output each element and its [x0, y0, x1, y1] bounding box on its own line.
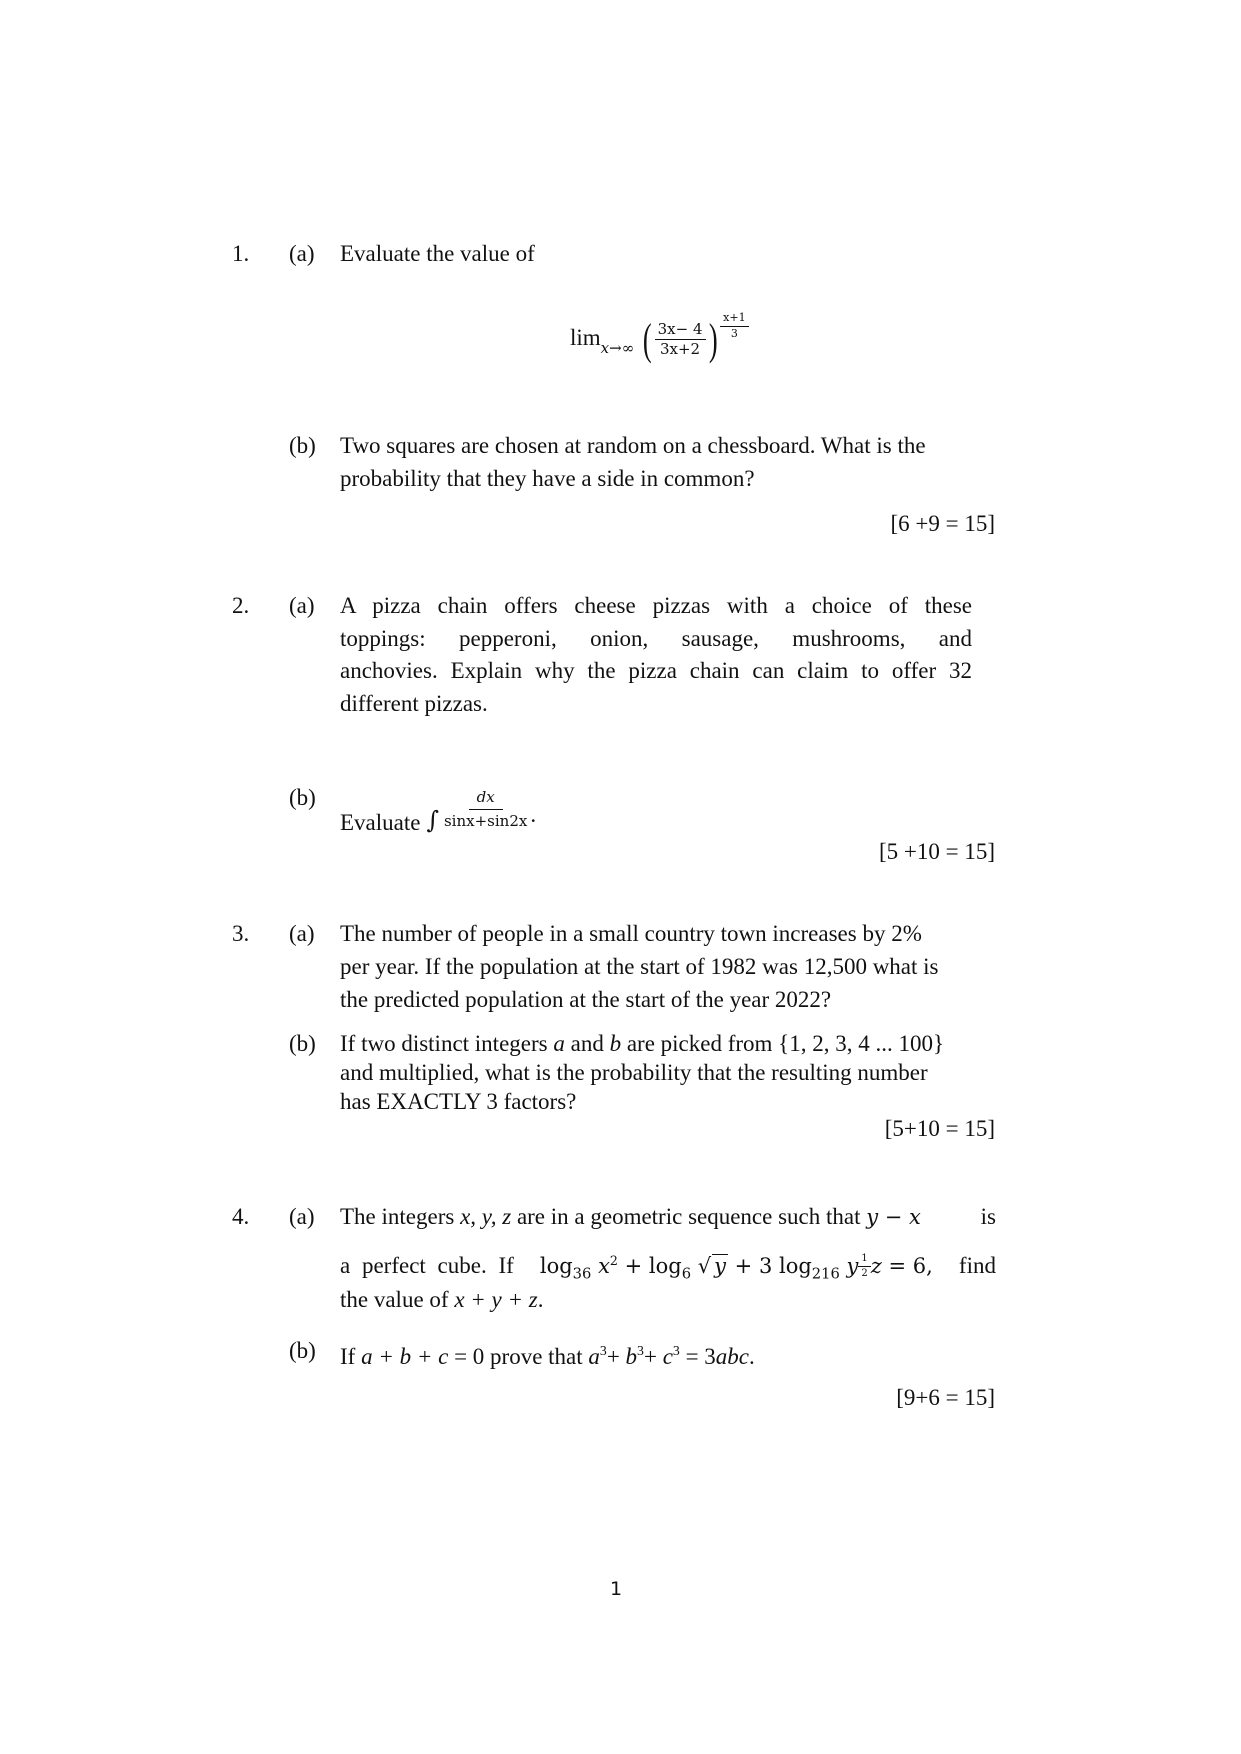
half-numerator: 1: [858, 1253, 870, 1267]
left-paren: (: [642, 314, 652, 364]
variable-a: a: [588, 1343, 600, 1369]
integral-denominator: sinx+sin2x: [443, 812, 528, 830]
question-4-marks: [9+6 = 15]: [896, 1385, 995, 1410]
exponent-denominator: 3: [730, 326, 738, 340]
expression-a-plus-b-plus-c: a + b + c: [361, 1343, 449, 1369]
log-base-6: 6: [681, 1265, 692, 1283]
question-4a-line-3: [340, 1283, 996, 1316]
question-2-marks: [5 +10 = 15]: [878, 839, 995, 864]
limit-denominator: 3x+2: [659, 340, 701, 359]
sqrt-argument: y: [714, 1254, 726, 1279]
integral-sign: ∫: [426, 806, 439, 834]
limit-formula: [570, 312, 749, 362]
variables-xyz: x, y, z: [460, 1204, 512, 1229]
question-2a-line-4: different pizzas.: [340, 691, 488, 716]
text-segment: and: [564, 1031, 610, 1056]
question-2b-content: [340, 780, 536, 839]
plus-sign: +: [643, 1343, 663, 1369]
plus-sign: +: [617, 1254, 649, 1279]
question-1-marks: [6 +9 = 15]: [890, 511, 995, 536]
exponent-numerator: x+1: [720, 312, 748, 327]
question-3b-line-2: and multiplied, what is the probability that the resulting number: [340, 1060, 928, 1085]
question-3a-line-1: The number of people in a small country town increases by 2%: [340, 921, 922, 946]
question-2a-line-2: toppings: pepperoni, onion, sausage, mushrooms, and: [340, 626, 972, 651]
text-segment: If: [340, 1343, 362, 1369]
cube-exponent: 3: [637, 1343, 644, 1358]
log-operator: log: [648, 1254, 682, 1279]
limit-exponent: [720, 312, 748, 340]
variable-a: a: [553, 1031, 565, 1056]
lim-operator: lim: [570, 325, 601, 350]
period: .: [749, 1343, 755, 1369]
question-1b-line-1: Two squares are chosen at random on a chessboard. What is the: [340, 433, 926, 458]
variable-b: b: [625, 1343, 638, 1369]
expression-y-minus-x: y − x: [866, 1205, 921, 1229]
question-3a-line-2: per year. If the population at the start of 1982 was 12,500 what is: [340, 954, 939, 979]
text-segment: a perfect cube. If: [340, 1253, 514, 1279]
text-segment: are picked from {1, 2, 3, 4 ... 100}: [621, 1031, 944, 1056]
lim-subscript: x→∞: [600, 339, 635, 357]
variable-b: b: [609, 1031, 622, 1056]
variable-x: x: [598, 1254, 610, 1279]
question-3a-label: (a): [289, 921, 315, 946]
equals-three: = 3: [679, 1343, 716, 1369]
text-segment: the value of: [340, 1287, 455, 1312]
integral-numerator: dx: [469, 789, 503, 810]
log-operator: log: [539, 1254, 573, 1279]
question-2a-line-1: A pizza chain offers cheese pizzas with a choice of these: [340, 593, 972, 618]
equals-six: = 6,: [881, 1254, 933, 1279]
question-1a-text: Evaluate the value of: [340, 241, 535, 266]
log-base-216: 216: [811, 1265, 840, 1283]
question-1a-label: (a): [289, 241, 315, 266]
text-segment: If two distinct integers: [340, 1031, 554, 1056]
variable-y: y: [846, 1254, 859, 1279]
question-3b-line-3: has EXACTLY 3 factors?: [340, 1089, 577, 1114]
question-2a-line-3: anchovies. Explain why the pizza chain can claim to offer 32: [340, 658, 972, 683]
question-2b-text: Evaluate: [340, 810, 421, 835]
text-segment: is: [980, 1204, 996, 1229]
plus-sign: +: [606, 1343, 626, 1369]
question-4b-label: (b): [289, 1338, 316, 1363]
question-4-number: 4.: [232, 1204, 250, 1229]
variable-c: c: [662, 1343, 673, 1369]
question-3a-line-3: the predicted population at the start of the year 2022?: [340, 987, 832, 1012]
question-1b-label: (b): [289, 433, 316, 458]
question-2b-label: (b): [289, 785, 316, 810]
question-4a-label: (a): [289, 1204, 315, 1229]
integral-period: .: [530, 802, 537, 827]
integral-fraction: [441, 789, 530, 831]
question-1-number: 1.: [232, 241, 250, 266]
limit-fraction: [655, 321, 706, 359]
expression-x-plus-y-plus-z: x + y + z: [454, 1287, 538, 1312]
half-denominator: 2: [861, 1267, 868, 1279]
cube-exponent: 3: [599, 1343, 607, 1358]
log-operator: log: [778, 1254, 812, 1279]
text-segment: .: [537, 1287, 544, 1312]
question-2-number: 2.: [232, 593, 250, 618]
text-segment: find: [958, 1253, 996, 1279]
sqrt-symbol: √: [697, 1254, 712, 1279]
question-4a-line-1: [340, 1200, 996, 1234]
half-exponent: [858, 1253, 870, 1279]
question-2a-label: (a): [289, 593, 315, 618]
cube-exponent: 3: [672, 1343, 680, 1358]
question-1b-line-2: probability that they have a side in common?: [340, 466, 755, 491]
question-3b-label: (b): [289, 1031, 316, 1056]
page-number: 1: [610, 1578, 623, 1600]
exponent-2: 2: [609, 1253, 618, 1268]
text-segment: The integers: [340, 1204, 461, 1229]
question-4b-text: [340, 1334, 996, 1373]
variable-z: z: [870, 1254, 882, 1279]
text-segment: = 0 prove that: [448, 1343, 589, 1369]
limit-numerator: 3x− 4: [655, 321, 706, 340]
question-3-number: 3.: [232, 921, 250, 946]
plus-three: + 3: [728, 1254, 779, 1279]
right-paren: ): [708, 314, 718, 364]
log-base-36: 36: [572, 1265, 592, 1283]
question-3-marks: [5+10 = 15]: [884, 1116, 995, 1141]
product-abc: abc: [715, 1343, 750, 1369]
text-segment: are in a geometric sequence such that: [511, 1204, 867, 1229]
